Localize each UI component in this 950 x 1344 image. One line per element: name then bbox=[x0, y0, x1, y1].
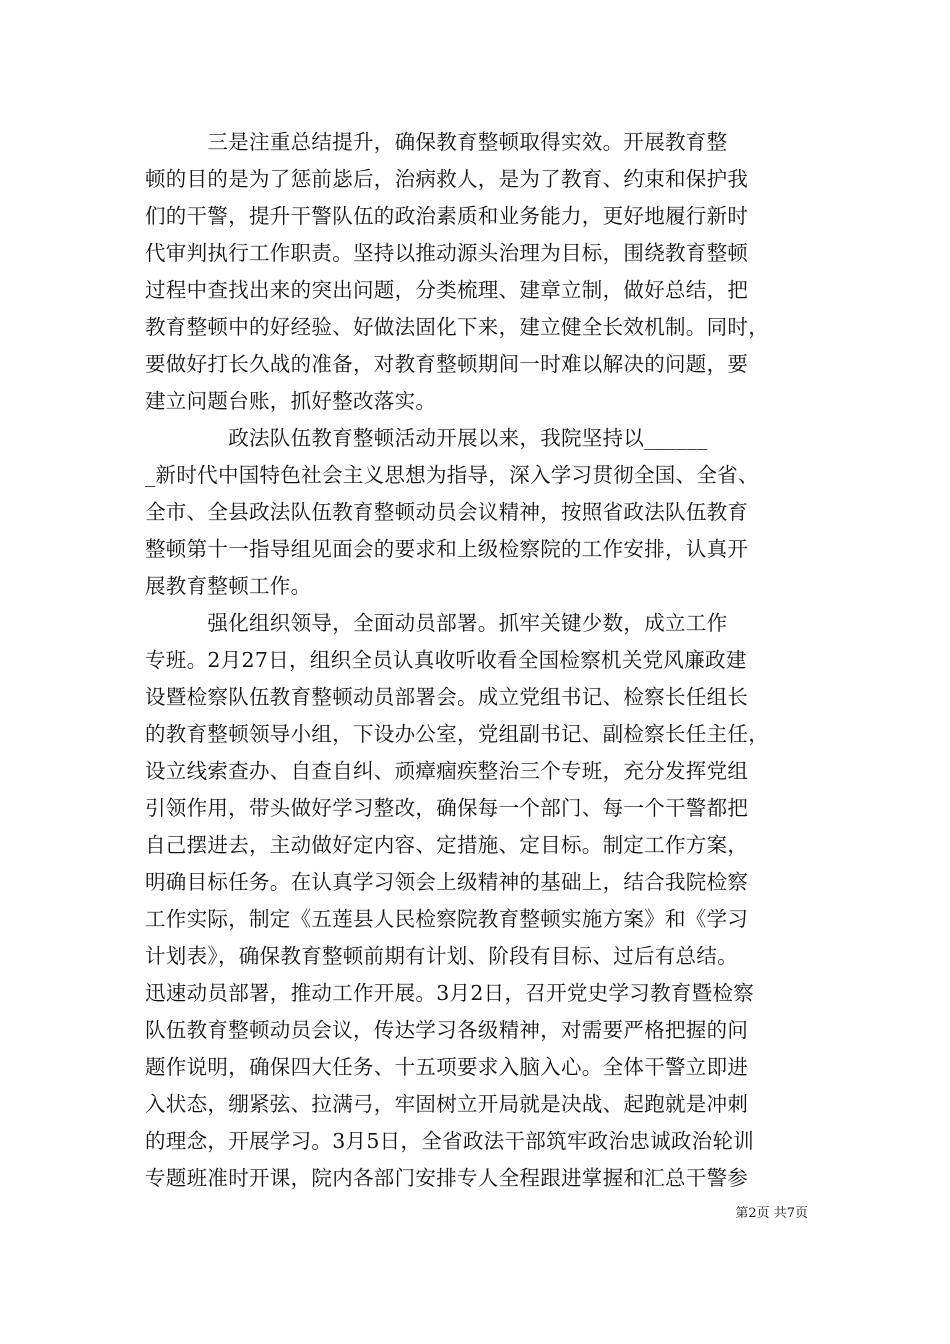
text-line: 专题班准时开课，院内各部门安排专人全程跟进掌握和汇总干警参 bbox=[145, 1166, 749, 1190]
text-line: 过程中查找出来的突出问题，分类梳理、建章立制，做好总结，把 bbox=[145, 278, 749, 302]
text-line: 引领作用，带头做好学习整改，确保每一个部门、每一个干警都把 bbox=[145, 796, 749, 820]
text-line: 们的干警，提升干警队伍的政治素质和业务能力，更好地履行新时 bbox=[145, 204, 749, 228]
text-line: 计划表》，确保教育整顿前期有计划、阶段有目标、过后有总结。 bbox=[145, 944, 738, 968]
text-line: 要做好打长久战的准备，对教育整顿期间一时难以解决的问题，要 bbox=[145, 352, 749, 376]
text-line: 三是注重总结提升，确保教育整顿取得实效。开展教育整 bbox=[145, 130, 728, 154]
text-line: 代审判执行工作职责。坚持以推动源头治理为目标，围绕教育整顿 bbox=[145, 241, 749, 265]
text-line: 全市、全县政法队伍教育整顿动员会议精神，按照省政法队伍教育 bbox=[145, 500, 749, 524]
text-line: 顿的目的是为了惩前毖后，治病救人，是为了教育、约束和保护我 bbox=[145, 167, 749, 191]
text-line: 整顿第十一指导组见面会的要求和上级检察院的工作安排，认真开 bbox=[145, 537, 749, 561]
page-number-footer: 第2页 共7页 bbox=[735, 1206, 808, 1221]
text-line: 展教育整顿工作。 bbox=[145, 574, 312, 598]
text-line: 题作说明，确保四大任务、十五项要求入脑入心。全体干警立即进 bbox=[145, 1055, 749, 1079]
text-line: 设立线索查办、自查自纠、顽瘴痼疾整治三个专班，充分发挥党组 bbox=[145, 759, 749, 783]
text-line: _新时代中国特色社会主义思想为指导，深入学习贯彻全国、全省、 bbox=[145, 463, 759, 487]
text-line: 明确目标任务。在认真学习领会上级精神的基础上，结合我院检察 bbox=[145, 870, 749, 894]
text-line: 专班。2月27日，组织全员认真收听收看全国检察机关党风廉政建 bbox=[145, 648, 747, 672]
text-line: 入状态，绷紧弦、拉满弓，牢固树立开局就是决战、起跑就是冲刺 bbox=[145, 1092, 749, 1116]
text-line: 设暨检察队伍教育整顿动员部署会。成立党组书记、检察长任组长 bbox=[145, 685, 749, 709]
text-line: 政法队伍教育整顿活动开展以来，我院坚持以______ bbox=[145, 426, 708, 450]
text-line: 队伍教育整顿动员会议，传达学习各级精神，对需要严格把握的问 bbox=[145, 1018, 749, 1042]
text-line: 建立问题台账，抓好整改落实。 bbox=[145, 389, 437, 413]
text-line: 的理念，开展学习。3月5日，全省政法干部筑牢政治忠诚政治轮训 bbox=[145, 1129, 755, 1153]
text-line: 自己摆进去，主动做好定内容、定措施、定目标。制定工作方案， bbox=[145, 833, 749, 857]
text-line: 的教育整顿领导小组，下设办公室，党组副书记、副检察长任主任， bbox=[145, 722, 769, 746]
text-line: 强化组织领导，全面动员部署。抓牢关键少数，成立工作 bbox=[145, 611, 728, 635]
text-line: 工作实际，制定《五莲县人民检察院教育整顿实施方案》和《学习 bbox=[145, 907, 749, 931]
text-line: 迅速动员部署，推动工作开展。3月2日，召开党史学习教育暨检察 bbox=[145, 981, 755, 1005]
text-line: 教育整顿中的好经验、好做法固化下来，建立健全长效机制。同时， bbox=[145, 315, 769, 339]
